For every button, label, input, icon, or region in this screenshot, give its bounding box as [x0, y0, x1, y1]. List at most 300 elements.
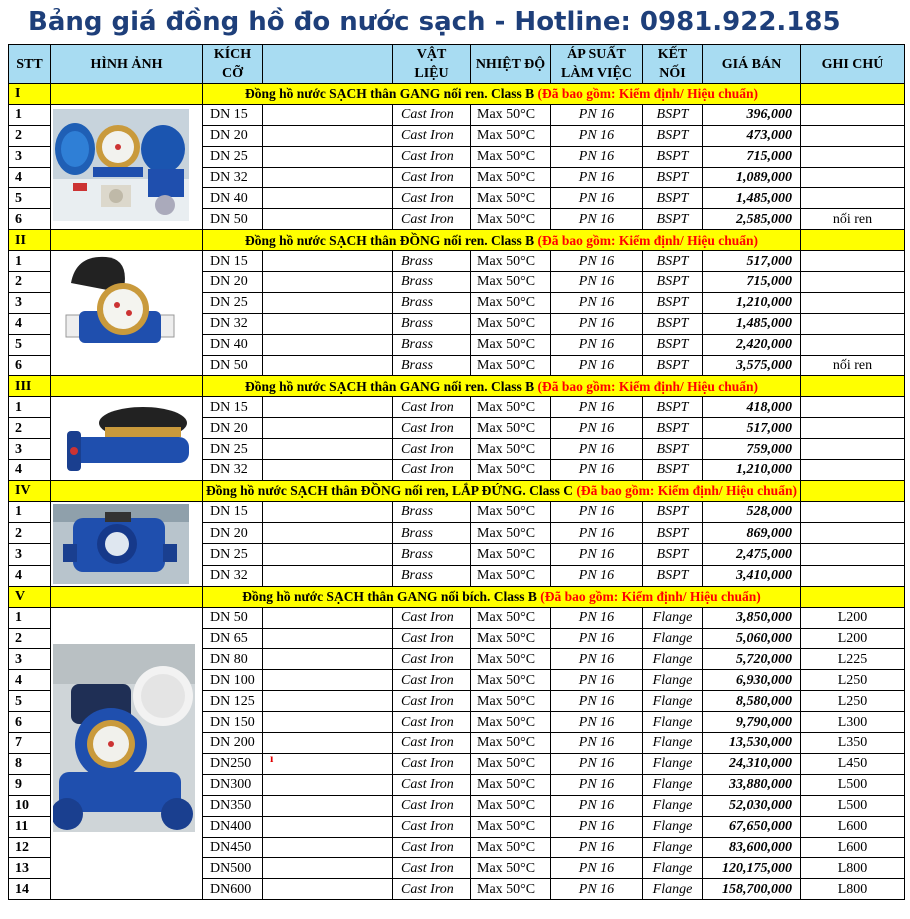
row-connection: BSPT [643, 460, 703, 481]
row-price: 869,000 [703, 523, 801, 544]
row-note: nối ren [801, 355, 905, 376]
row-material: Brass [393, 544, 471, 565]
row-pressure: PN 16 [551, 292, 643, 313]
row-pressure: PN 16 [551, 774, 643, 795]
row-temp: Max 50°C [471, 167, 551, 188]
row-note [801, 146, 905, 167]
row-note: L250 [801, 670, 905, 691]
row-price: 24,310,000 [703, 753, 801, 774]
row-temp: Max 50°C [471, 292, 551, 313]
row-blank [263, 837, 393, 858]
row-price: 158,700,000 [703, 879, 801, 900]
product-image [51, 251, 203, 376]
row-material: Cast Iron [393, 209, 471, 230]
row-temp: Max 50°C [471, 397, 551, 418]
row-note [801, 104, 905, 125]
row-size: DN 32 [203, 167, 263, 188]
row-size: DN 20 [203, 523, 263, 544]
row-temp: Max 50°C [471, 209, 551, 230]
row-blank [263, 691, 393, 712]
section-note-spacer [801, 480, 905, 501]
row-price: 1,485,000 [703, 188, 801, 209]
row-note: L350 [801, 733, 905, 754]
section-title [203, 480, 801, 501]
row-note: L800 [801, 879, 905, 900]
row-size: DN 20 [203, 418, 263, 439]
row-note [801, 397, 905, 418]
row-temp: Max 50°C [471, 313, 551, 334]
header-price: GIÁ BÁN [703, 45, 801, 84]
row-blank [263, 439, 393, 460]
section-number: I [9, 84, 51, 105]
section-number: III [9, 376, 51, 397]
row-material: Brass [393, 313, 471, 334]
row-pressure: PN 16 [551, 460, 643, 481]
header-material: VẬT LIỆU [393, 45, 471, 84]
row-price: 120,175,000 [703, 858, 801, 879]
row-size: DN 50 [203, 607, 263, 628]
header-connection: KẾT NỐI [643, 45, 703, 84]
row-price: 1,089,000 [703, 167, 801, 188]
row-stt: 6 [9, 355, 51, 376]
row-pressure: PN 16 [551, 209, 643, 230]
row-size: DN 125 [203, 691, 263, 712]
section-title [203, 586, 801, 607]
row-material: Cast Iron [393, 439, 471, 460]
row-size: DN500 [203, 858, 263, 879]
row-size: DN 50 [203, 209, 263, 230]
row-material: Cast Iron [393, 167, 471, 188]
row-pressure: PN 16 [551, 753, 643, 774]
row-stt: 2 [9, 272, 51, 293]
row-temp: Max 50°C [471, 439, 551, 460]
row-pressure: PN 16 [551, 188, 643, 209]
row-material: Cast Iron [393, 146, 471, 167]
row-note: L200 [801, 628, 905, 649]
row-price: 33,880,000 [703, 774, 801, 795]
row-blank [263, 565, 393, 586]
row-material: Brass [393, 334, 471, 355]
row-temp: Max 50°C [471, 795, 551, 816]
row-price: 517,000 [703, 251, 801, 272]
row-material: Cast Iron [393, 837, 471, 858]
row-connection: Flange [643, 858, 703, 879]
row-connection: BSPT [643, 167, 703, 188]
table-row [9, 251, 905, 272]
row-pressure: PN 16 [551, 691, 643, 712]
row-temp: Max 50°C [471, 418, 551, 439]
row-blank [263, 795, 393, 816]
row-connection: BSPT [643, 251, 703, 272]
section-row [9, 376, 905, 397]
section-note-spacer [801, 376, 905, 397]
row-temp: Max 50°C [471, 628, 551, 649]
row-material: Brass [393, 251, 471, 272]
row-temp: Max 50°C [471, 544, 551, 565]
product-image [51, 104, 203, 229]
row-connection: BSPT [643, 334, 703, 355]
row-temp: Max 50°C [471, 712, 551, 733]
row-price: 715,000 [703, 146, 801, 167]
row-material: Cast Iron [393, 397, 471, 418]
row-temp: Max 50°C [471, 733, 551, 754]
row-note: L225 [801, 649, 905, 670]
row-pressure: PN 16 [551, 355, 643, 376]
row-blank [263, 272, 393, 293]
row-stt: 7 [9, 733, 51, 754]
row-price: 13,530,000 [703, 733, 801, 754]
row-stt: 5 [9, 334, 51, 355]
row-stt: 4 [9, 460, 51, 481]
row-connection: Flange [643, 670, 703, 691]
row-note: L200 [801, 607, 905, 628]
row-note: L800 [801, 858, 905, 879]
row-price: 9,790,000 [703, 712, 801, 733]
section-title-text: Đồng hồ nước SẠCH thân GANG nối ren. Class B [244, 378, 535, 394]
section-title [203, 230, 801, 251]
row-size: DN350 [203, 795, 263, 816]
row-material: Cast Iron [393, 188, 471, 209]
row-connection: BSPT [643, 565, 703, 586]
row-temp: Max 50°C [471, 501, 551, 522]
row-price: 2,475,000 [703, 544, 801, 565]
price-table [8, 44, 905, 900]
section-spacer [51, 230, 203, 251]
row-temp: Max 50°C [471, 523, 551, 544]
row-blank [263, 167, 393, 188]
row-price: 2,420,000 [703, 334, 801, 355]
row-blank [263, 501, 393, 522]
section-row [9, 480, 905, 501]
row-note: L450 [801, 753, 905, 774]
row-pressure: PN 16 [551, 104, 643, 125]
row-stt: 1 [9, 251, 51, 272]
row-temp: Max 50°C [471, 858, 551, 879]
row-temp: Max 50°C [471, 837, 551, 858]
row-stt: 6 [9, 712, 51, 733]
section-title-text: Đồng hồ nước SẠCH thân ĐỒNG nối ren. Class B [244, 232, 535, 248]
row-temp: Max 50°C [471, 816, 551, 837]
section-row [9, 230, 905, 251]
row-connection: BSPT [643, 397, 703, 418]
stray-red-mark: ı [270, 751, 274, 765]
row-note [801, 544, 905, 565]
section-row [9, 586, 905, 607]
section-title-text: Đồng hồ nước SẠCH thân GANG nối ren. Class B [244, 86, 535, 102]
row-connection: BSPT [643, 272, 703, 293]
row-size: DN 65 [203, 628, 263, 649]
row-note [801, 523, 905, 544]
row-note [801, 167, 905, 188]
section-title-note: (Đã bao gồm: Kiểm định/ Hiệu chuẩn) [576, 483, 797, 499]
row-material: Cast Iron [393, 733, 471, 754]
row-blank [263, 774, 393, 795]
row-connection: Flange [643, 753, 703, 774]
row-size: DN 32 [203, 565, 263, 586]
row-pressure: PN 16 [551, 795, 643, 816]
row-pressure: PN 16 [551, 125, 643, 146]
row-note [801, 251, 905, 272]
row-pressure: PN 16 [551, 167, 643, 188]
section-title-note: (Đã bao gồm: Kiểm định/ Hiệu chuẩn) [540, 589, 761, 605]
row-temp: Max 50°C [471, 774, 551, 795]
row-blank [263, 628, 393, 649]
row-blank [263, 209, 393, 230]
row-connection: Flange [643, 774, 703, 795]
row-connection: BSPT [643, 355, 703, 376]
row-material: Cast Iron [393, 607, 471, 628]
row-stt: 2 [9, 418, 51, 439]
row-stt: 5 [9, 691, 51, 712]
row-pressure: PN 16 [551, 607, 643, 628]
row-size: DN 50 [203, 355, 263, 376]
row-connection: Flange [643, 733, 703, 754]
row-price: 5,720,000 [703, 649, 801, 670]
row-size: DN 200 [203, 733, 263, 754]
section-title-text: Đồng hồ nước SẠCH thân ĐỒNG nối ren, LẮP ĐỨNG. Class C [206, 483, 574, 499]
row-size: DN 15 [203, 397, 263, 418]
row-pressure: PN 16 [551, 523, 643, 544]
row-connection: Flange [643, 691, 703, 712]
section-title-note: (Đã bao gồm: Kiểm định/ Hiệu chuẩn) [537, 86, 759, 102]
row-stt: 1 [9, 104, 51, 125]
header-row [9, 45, 905, 84]
row-stt: 4 [9, 565, 51, 586]
row-blank [263, 879, 393, 900]
row-stt: 4 [9, 313, 51, 334]
row-size: DN 80 [203, 649, 263, 670]
row-connection: BSPT [643, 544, 703, 565]
page-title: Bảng giá đồng hồ đo nước sạch - Hotline: 0981.922.185 [28, 7, 841, 37]
row-blank [263, 733, 393, 754]
row-blank [263, 753, 393, 774]
section-note-spacer [801, 230, 905, 251]
product-image [51, 607, 203, 899]
row-price: 5,060,000 [703, 628, 801, 649]
row-stt: 3 [9, 439, 51, 460]
row-blank [263, 858, 393, 879]
row-stt: 8 [9, 753, 51, 774]
row-blank [263, 712, 393, 733]
row-connection: BSPT [643, 125, 703, 146]
row-note: L500 [801, 795, 905, 816]
row-note [801, 188, 905, 209]
row-price: 473,000 [703, 125, 801, 146]
row-material: Cast Iron [393, 816, 471, 837]
row-connection: BSPT [643, 146, 703, 167]
row-size: DN 15 [203, 251, 263, 272]
row-price: 759,000 [703, 439, 801, 460]
row-price: 528,000 [703, 501, 801, 522]
row-note [801, 501, 905, 522]
row-connection: BSPT [643, 292, 703, 313]
row-temp: Max 50°C [471, 251, 551, 272]
header-blank [263, 45, 393, 84]
row-material: Cast Iron [393, 858, 471, 879]
row-pressure: PN 16 [551, 879, 643, 900]
row-note [801, 292, 905, 313]
row-pressure: PN 16 [551, 816, 643, 837]
section-title-note: (Đã bao gồm: Kiểm định/ Hiệu chuẩn) [537, 232, 759, 248]
row-price: 52,030,000 [703, 795, 801, 816]
row-blank [263, 251, 393, 272]
row-connection: Flange [643, 816, 703, 837]
row-price: 83,600,000 [703, 837, 801, 858]
row-connection: BSPT [643, 439, 703, 460]
product-image [51, 501, 203, 586]
row-stt: 3 [9, 292, 51, 313]
row-pressure: PN 16 [551, 251, 643, 272]
section-title [203, 376, 801, 397]
row-material: Brass [393, 523, 471, 544]
header-size: KÍCH CỠ [203, 45, 263, 84]
row-temp: Max 50°C [471, 607, 551, 628]
row-price: 517,000 [703, 418, 801, 439]
row-stt: 4 [9, 167, 51, 188]
row-price: 715,000 [703, 272, 801, 293]
row-material: Cast Iron [393, 104, 471, 125]
row-connection: Flange [643, 628, 703, 649]
row-size: DN 20 [203, 272, 263, 293]
row-blank [263, 607, 393, 628]
table-row [9, 104, 905, 125]
section-spacer [51, 376, 203, 397]
row-pressure: PN 16 [551, 272, 643, 293]
row-temp: Max 50°C [471, 460, 551, 481]
row-material: Cast Iron [393, 795, 471, 816]
row-stt: 3 [9, 544, 51, 565]
row-blank [263, 544, 393, 565]
row-size: DN 32 [203, 460, 263, 481]
row-size: DN 15 [203, 104, 263, 125]
row-pressure: PN 16 [551, 544, 643, 565]
row-connection: Flange [643, 607, 703, 628]
row-pressure: PN 16 [551, 439, 643, 460]
section-title-note: (Đã bao gồm: Kiểm định/ Hiệu chuẩn) [537, 378, 759, 394]
section-number: IV [9, 480, 51, 501]
row-pressure: PN 16 [551, 397, 643, 418]
row-temp: Max 50°C [471, 272, 551, 293]
header-image: HÌNH ẢNH [51, 45, 203, 84]
row-material: Cast Iron [393, 691, 471, 712]
row-price: 1,210,000 [703, 460, 801, 481]
row-temp: Max 50°C [471, 355, 551, 376]
row-size: DN 32 [203, 313, 263, 334]
row-note [801, 125, 905, 146]
water-meter-photo-cast-iron-short-icon [65, 401, 189, 475]
row-note: nối ren [801, 209, 905, 230]
product-image [51, 397, 203, 481]
row-note [801, 313, 905, 334]
header-stt: STT [9, 45, 51, 84]
section-title-text: Đồng hồ nước SẠCH thân GANG nối bích. Class B [242, 589, 537, 605]
water-meter-photo-vertical-icon [53, 504, 189, 584]
table-row [9, 607, 905, 628]
row-note [801, 272, 905, 293]
row-size: DN 25 [203, 439, 263, 460]
water-meter-photo-flange-icon [53, 644, 195, 832]
row-price: 418,000 [703, 397, 801, 418]
row-pressure: PN 16 [551, 733, 643, 754]
row-connection: Flange [643, 649, 703, 670]
section-title [203, 84, 801, 105]
row-pressure: PN 16 [551, 501, 643, 522]
row-temp: Max 50°C [471, 753, 551, 774]
row-price: 1,210,000 [703, 292, 801, 313]
row-stt: 5 [9, 188, 51, 209]
row-connection: Flange [643, 837, 703, 858]
row-note: L250 [801, 691, 905, 712]
row-pressure: PN 16 [551, 565, 643, 586]
row-material: Brass [393, 565, 471, 586]
row-blank [263, 397, 393, 418]
row-temp: Max 50°C [471, 670, 551, 691]
row-blank [263, 460, 393, 481]
row-price: 3,575,000 [703, 355, 801, 376]
header-note: GHI CHÚ [801, 45, 905, 84]
row-price: 2,585,000 [703, 209, 801, 230]
row-stt: 11 [9, 816, 51, 837]
row-pressure: PN 16 [551, 418, 643, 439]
row-stt: 2 [9, 523, 51, 544]
row-size: DN 20 [203, 125, 263, 146]
water-meter-photo-brass-icon [61, 253, 179, 363]
row-blank [263, 292, 393, 313]
row-blank [263, 313, 393, 334]
row-stt: 12 [9, 837, 51, 858]
row-temp: Max 50°C [471, 649, 551, 670]
row-material: Cast Iron [393, 418, 471, 439]
header-temp: NHIỆT ĐỘ [471, 45, 551, 84]
row-pressure: PN 16 [551, 146, 643, 167]
row-material: Cast Iron [393, 125, 471, 146]
row-connection: BSPT [643, 209, 703, 230]
row-blank [263, 649, 393, 670]
row-pressure: PN 16 [551, 334, 643, 355]
row-temp: Max 50°C [471, 334, 551, 355]
row-stt: 3 [9, 146, 51, 167]
row-price: 6,930,000 [703, 670, 801, 691]
row-stt: 2 [9, 628, 51, 649]
row-temp: Max 50°C [471, 146, 551, 167]
row-temp: Max 50°C [471, 691, 551, 712]
row-pressure: PN 16 [551, 649, 643, 670]
row-size: DN300 [203, 774, 263, 795]
row-pressure: PN 16 [551, 313, 643, 334]
header-pressure: ÁP SUẤT LÀM VIỆC [551, 45, 643, 84]
table-row [9, 501, 905, 522]
row-note: L600 [801, 837, 905, 858]
section-note-spacer [801, 586, 905, 607]
row-note [801, 439, 905, 460]
row-connection: Flange [643, 795, 703, 816]
row-price: 8,580,000 [703, 691, 801, 712]
row-temp: Max 50°C [471, 104, 551, 125]
row-stt: 4 [9, 670, 51, 691]
section-row [9, 84, 905, 105]
row-note: L600 [801, 816, 905, 837]
row-note [801, 334, 905, 355]
row-stt: 2 [9, 125, 51, 146]
section-number: V [9, 586, 51, 607]
row-stt: 14 [9, 879, 51, 900]
row-note: L300 [801, 712, 905, 733]
row-temp: Max 50°C [471, 565, 551, 586]
row-blank [263, 816, 393, 837]
row-size: DN400 [203, 816, 263, 837]
section-number: II [9, 230, 51, 251]
row-blank [263, 188, 393, 209]
